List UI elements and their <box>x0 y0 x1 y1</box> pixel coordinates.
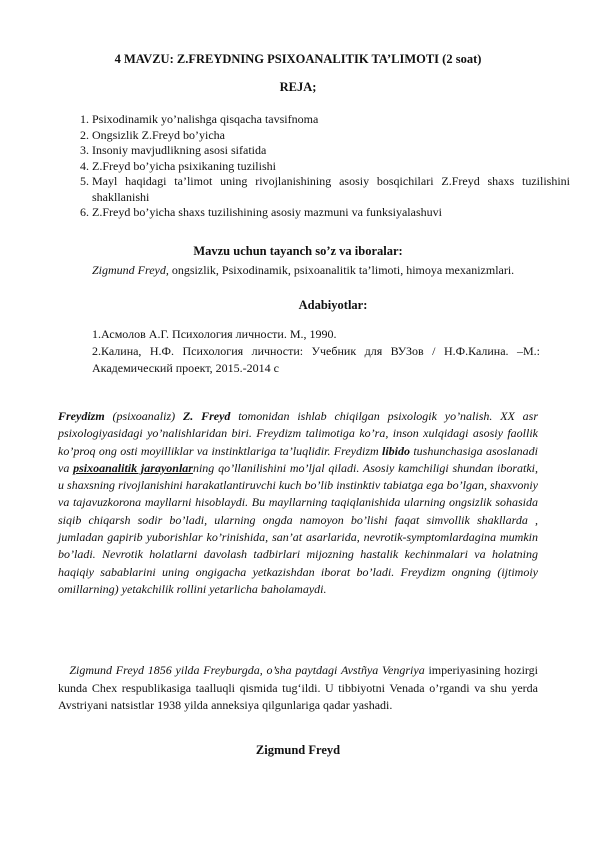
keywords-heading: Mavzu uchun tayanch so’z va iboralar: <box>193 244 403 258</box>
plan-item: 5. Mayl haqidagi ta’limot uning rivojlanishining asosiy bosqichilari Z.Freyd shaxs tuzilishini shakllanishi <box>92 174 570 205</box>
section-subheading: Zigmund Freyd <box>255 743 341 757</box>
biography-rest: imperiyasining hozirgi kunda Chex respublikasiga taalluqli qismida tug‘ildi. U tibbiyotni Venada o’rgandi va shu yerda Avstriyani natsistlar 1938 yilda anneksiya qilgunlariga qadar yashadi. <box>58 663 539 712</box>
term-libido: libido <box>382 443 411 458</box>
plan-item: 6. Z.Freyd bo’yicha shaxs tuzilishining asosiy mazmuni va funksiyalashuvi <box>92 205 570 221</box>
term-zfreyd: Z. Freyd <box>182 409 231 423</box>
plan-item: 1. Psixodinamik yo’nalishga qisqacha tavsifnoma <box>92 112 570 128</box>
plan-heading: REJA; <box>279 80 317 94</box>
literature-heading: Adabiyotlar: <box>298 298 368 312</box>
literature-item: 2.Калина, Н.Ф. Психология личности: Учебник для ВУЗов / Н.Ф.Калина. –М.: Академический проект, 2015.-2014 с <box>92 344 540 375</box>
keywords-lead: Zigmund Freyd, <box>92 263 169 277</box>
text-span: tushunchasiga asoslanadi va <box>58 443 539 475</box>
text-span: tomonidan ishlab chiqilgan psixologik yo’nalish. XX asr psixologiyasidagi yo’nalishlaridan biri. Freydizm talimotiga ko’ra, inson xulqidagi asosiy faollik ko’proq ong osti moyilliklar va instinktlariga ta’luqlidir. Freydizm <box>58 409 539 458</box>
plan-list <box>62 112 570 221</box>
keywords-rest: ongsizlik, Psixodinamik, psixoanalitik ta’limoti, himoya mexanizmlari. <box>168 263 515 277</box>
term-freydizm: Freydizm <box>58 409 105 423</box>
biography-paragraph <box>58 662 538 715</box>
text-span: ning qo’llanilishini mo’ljal qiladi. Asosiy kamchiligi shundan iboratki, u shaxsning rivojlanishini harakatlantiruvchi kuch bo’lib instinktiv tabiatga ega bo’lgan, shaxvoniy va tajavuzkorona mayllarni hisoblaydi. Bu mayllarning taqiqlanishida ularning ongsizlik sohasida siqib chiqarsh sodir bo’ladi, ularning ongda namoyon bo’lishi faqat simvollik shakllarda , jumladan gapirib yuborishlar ko’rinishida, san’at asarlarida, nevrotik-symptomlardagina mumkin bo’ladi. Nevrotik holatlarni davolash tadbirlari mijozning hastalik kechinmalari va holatning haqiqiy sabablarini uning ongigacha yetkazishdan iborat bo’ladi. Freydizm ongning (ijtimoiy omillarning) yetakchilik rollini yetarlicha baholamaydi. <box>58 460 538 596</box>
biography-italic: Zigmund Freyd 1856 yilda Freyburgda, o’sha paytdagi Avstñya Vengriya <box>69 663 425 677</box>
text-span: (psixoanaliz) <box>104 409 183 423</box>
lesson-title: 4 MAVZU: Z.FREYDNING PSIXOANALITIK TA’LIMOTI (2 soat) <box>114 52 482 66</box>
plan-item: 4. Z.Freyd bo’yicha psixikaning tuzilishi <box>92 159 570 175</box>
keywords-text <box>92 262 538 279</box>
plan-item: 3. Insoniy mavjudlikning asosi sifatida <box>92 143 570 159</box>
literature-item: 1.Асмолов А.Г. Психология личности. М., 1990. <box>92 327 337 341</box>
freydizm-paragraph <box>58 408 538 598</box>
plan-item: 2. Ongsizlik Z.Freyd bo’yicha <box>92 128 570 144</box>
term-psixoanalitik: psixoanalitik jarayonlar <box>73 460 193 475</box>
literature-list <box>92 326 540 377</box>
